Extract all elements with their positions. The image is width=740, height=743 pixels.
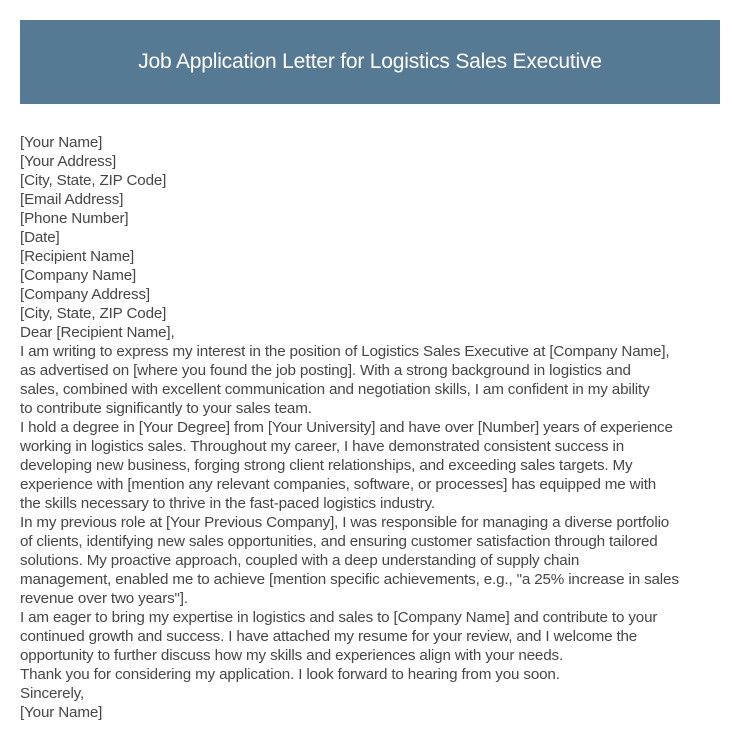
paragraph-line: developing new business, forging strong client relationships, and exceeding sales targets. My (20, 457, 633, 474)
paragraph-line: opportunity to further discuss how my skills and experiences align with your needs. (20, 647, 564, 664)
letter-date: [Date] (20, 229, 60, 246)
letter-body (20, 133, 730, 722)
sender-address: [Your Address] (20, 153, 117, 170)
paragraph-line: I am eager to bring my expertise in logistics and sales to [Company Name] and contribute to your (20, 609, 658, 626)
paragraph-previous-role (20, 513, 730, 608)
document-header (20, 20, 720, 104)
paragraph-thank-you (20, 665, 730, 684)
sender-block (20, 133, 730, 228)
document-title: Job Application Letter for Logistics Sales Executive (138, 50, 602, 73)
paragraph-line: experience with [mention any relevant companies, software, or processes] has equipped me with (20, 476, 657, 493)
recipient-name: [Recipient Name] (20, 248, 135, 265)
paragraph-line: the skills necessary to thrive in the fast-paced logistics industry. (20, 495, 435, 512)
sender-email: [Email Address] (20, 191, 124, 208)
recipient-block (20, 247, 730, 323)
signature: [Your Name] (20, 704, 103, 721)
paragraph-education-experience (20, 418, 730, 513)
recipient-company: [Company Name] (20, 267, 137, 284)
closing: Sincerely, (20, 685, 85, 702)
paragraph-line: management, enabled me to achieve [mention specific achievements, e.g., "a 25% increase in sales (20, 571, 679, 588)
paragraph-line: sales, combined with excellent communication and negotiation skills, I am confident in my ability (20, 381, 650, 398)
paragraph-line: I hold a degree in [Your Degree] from [Your University] and have over [Number] years of experience (20, 419, 673, 436)
paragraph-eager-to-contribute (20, 608, 730, 665)
paragraph-line: as advertised on [where you found the job posting]. With a strong background in logistics and (20, 362, 631, 379)
paragraph-line: continued growth and success. I have attached my resume for your review, and I welcome the (20, 628, 638, 645)
paragraph-line: Thank you for considering my application. I look forward to hearing from you soon. (20, 666, 560, 683)
paragraph-line: of clients, identifying new sales opportunities, and ensuring customer satisfaction through tailored (20, 533, 658, 550)
sender-city-state-zip: [City, State, ZIP Code] (20, 172, 167, 189)
paragraph-line: to contribute significantly to your sales team. (20, 400, 312, 417)
sender-name: [Your Name] (20, 134, 103, 151)
paragraph-line: working in logistics sales. Throughout my career, I have demonstrated consistent success in (20, 438, 624, 455)
recipient-company-address: [Company Address] (20, 286, 150, 303)
paragraph-line: revenue over two years"]. (20, 590, 188, 607)
salutation: Dear [Recipient Name], (20, 324, 175, 341)
paragraph-intro (20, 342, 730, 418)
sender-phone: [Phone Number] (20, 210, 129, 227)
paragraph-line: In my previous role at [Your Previous Company], I was responsible for managing a diverse portfolio (20, 514, 670, 531)
paragraph-line: I am writing to express my interest in the position of Logistics Sales Executive at [Company Name], (20, 343, 670, 360)
paragraph-line: solutions. My proactive approach, coupled with a deep understanding of supply chain (20, 552, 580, 569)
recipient-city-state-zip: [City, State, ZIP Code] (20, 305, 167, 322)
